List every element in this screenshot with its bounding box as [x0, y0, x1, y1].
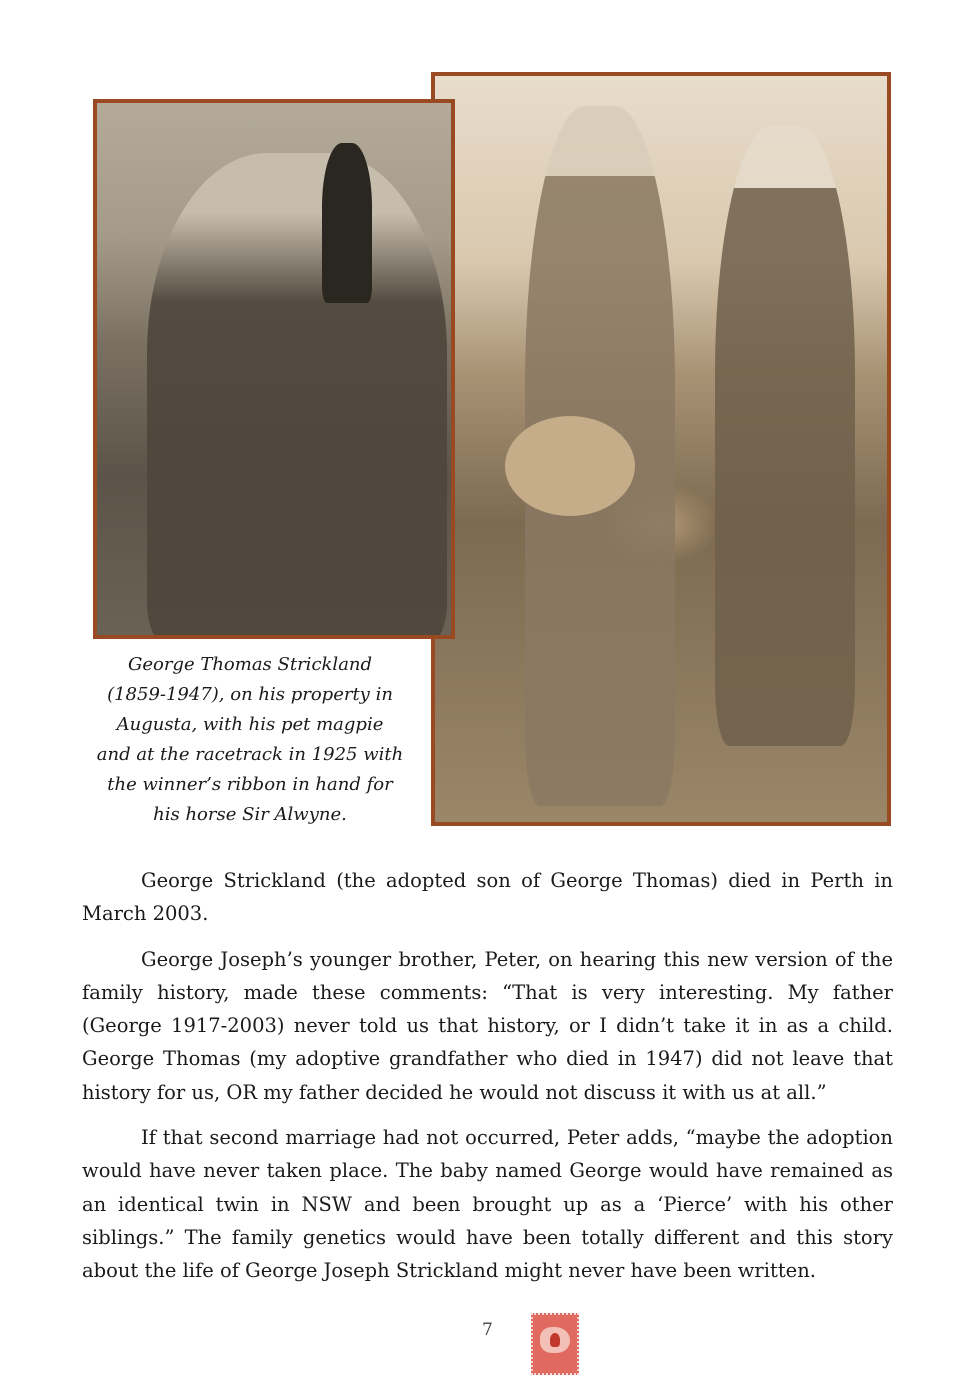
caption-line: his horse Sir Alwyne.	[153, 804, 347, 825]
paragraph: If that second marriage had not occurred, Peter adds, “maybe the adoption would have never taken place. The baby named George would have remained as an identical twin in NSW and been brought up as a ‘Pierce’ with his other siblings.” The family genetics would have been totally different and this story about the life of George Joseph Strickland might never have been written.	[82, 1126, 893, 1283]
figure-man-right	[715, 126, 855, 746]
caption-line: the winner’s ribbon in hand for	[107, 774, 393, 795]
caption-line: Augusta, with his pet magpie	[116, 714, 384, 735]
figure-man	[147, 153, 447, 639]
photo-racetrack	[431, 72, 891, 826]
page-number: 7	[482, 1320, 493, 1340]
magpie	[322, 143, 372, 303]
caption-line: and at the racetrack in 1925 with	[96, 744, 404, 765]
caption-line: George Thomas Strickland	[127, 654, 373, 675]
photo-caption	[95, 650, 405, 830]
body-text	[82, 864, 893, 1300]
photo-portrait-magpie	[93, 99, 455, 639]
australian-stamp-icon	[531, 1313, 579, 1375]
caption-line: (1859-1947), on his property in	[107, 684, 393, 705]
kangaroo-icon	[550, 1333, 560, 1347]
paragraph: George Strickland (the adopted son of George Thomas) died in Perth in March 2003.	[82, 869, 893, 926]
hat	[505, 416, 635, 516]
paragraph: George Joseph’s younger brother, Peter, on hearing this new version of the family history, made these comments: “That is very interesting. My father (George 1917-2003) never told us that history, or I didn’t take it in as a child. George Thomas (my adoptive grandfather who died in 1947) did not leave that history for us, OR my father decided he would not discuss it with us at all.”	[82, 947, 893, 1104]
